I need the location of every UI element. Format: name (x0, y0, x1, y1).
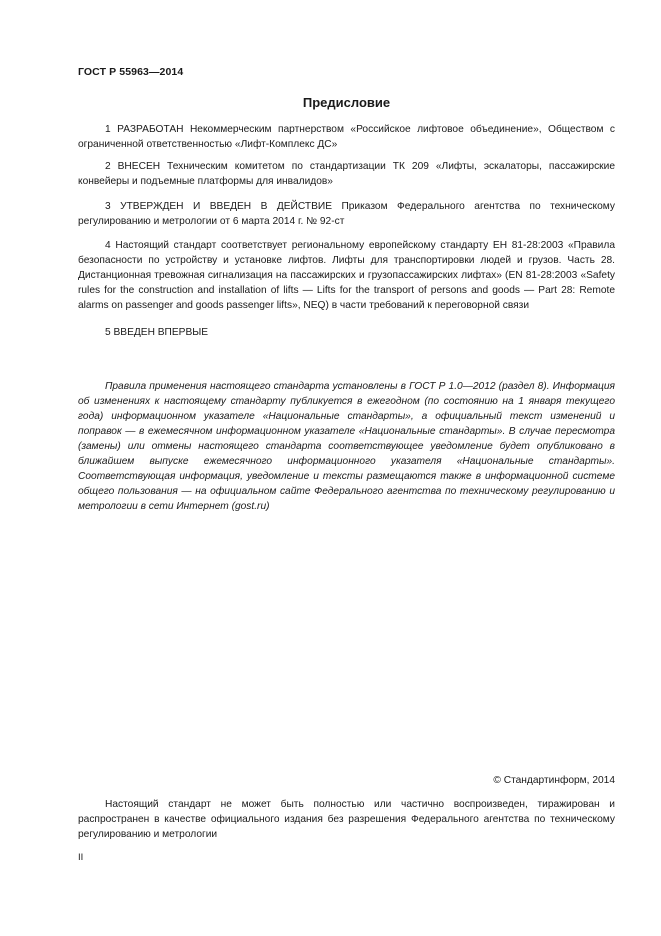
application-rules-note: Правила применения настоящего стандарта установлены в ГОСТ Р 1.0—2012 (раздел 8). Информация об изменениях к настоящему стандарту публикуется в ежегодном (по состоянию на 1 января текущего года) информационном указателе «Национальные стандарты», а официальный текст изменений и поправок — в ежемесячном информационном указателе «Национальные стандарты». В случае пересмотра (замены) или отмены настоящего стандарта соответствующее уведомление будет опубликовано в ближайшем выпуске ежемесячного информационного указателя «Национальные стандарты». Соответствующая информация, уведомление и тексты размещаются также в информационной системе общего пользования — на официальном сайте Федерального агентства по техническому регулированию и метрологии в сети Интернет (gost.ru) (78, 381, 615, 512)
copyright: © Стандартинформ, 2014 (493, 775, 615, 786)
paragraph-5: 5 ВВЕДЕН ВПЕРВЫЕ (105, 327, 209, 338)
paragraph-3: 3 УТВЕРЖДЕН И ВВЕДЕН В ДЕЙСТВИЕ Приказом Федерального агентства по техническому регулированию и метрологии от 6 марта 2014 г. № 92-ст (78, 201, 615, 227)
paragraph-2: 2 ВНЕСЕН Техническим комитетом по стандартизации ТК 209 «Лифты, эскалаторы, пассажирские конвейеры и подъемные платформы для инвалидов» (78, 161, 615, 187)
page-number: II (78, 852, 84, 863)
reproduction-notice: Настоящий стандарт не может быть полностью или частично воспроизведен, тиражирован и распространен в качестве официального издания без разрешения Федерального агентства по техническому регулированию и метрологии (78, 799, 615, 840)
document-title: Предисловие (302, 95, 391, 110)
document-header: ГОСТ Р 55963—2014 (78, 66, 184, 78)
paragraph-1: 1 РАЗРАБОТАН Некоммерческим партнерством «Российское лифтовое объединение», Обществом с ограниченной ответственностью «Лифт-Комплекс ДС» (78, 124, 615, 150)
paragraph-4: 4 Настоящий стандарт соответствует региональному европейскому стандарту ЕН 81-28:2003 «Правила безопасности по устройству и установке лифтов. Лифты для транспортировки людей и грузов. Часть 28. Дистанционная тревожная сигнализация на пассажирских и грузопассажирских лифтах» (EN 81-28:2003 «Safety rules for the construction and installation of lifts — Lifts for the transport of persons and goods — Part 28: Remote alarms on passenger and goods passenger lifts», NEQ) в части требований к переговорной связи (78, 240, 615, 311)
